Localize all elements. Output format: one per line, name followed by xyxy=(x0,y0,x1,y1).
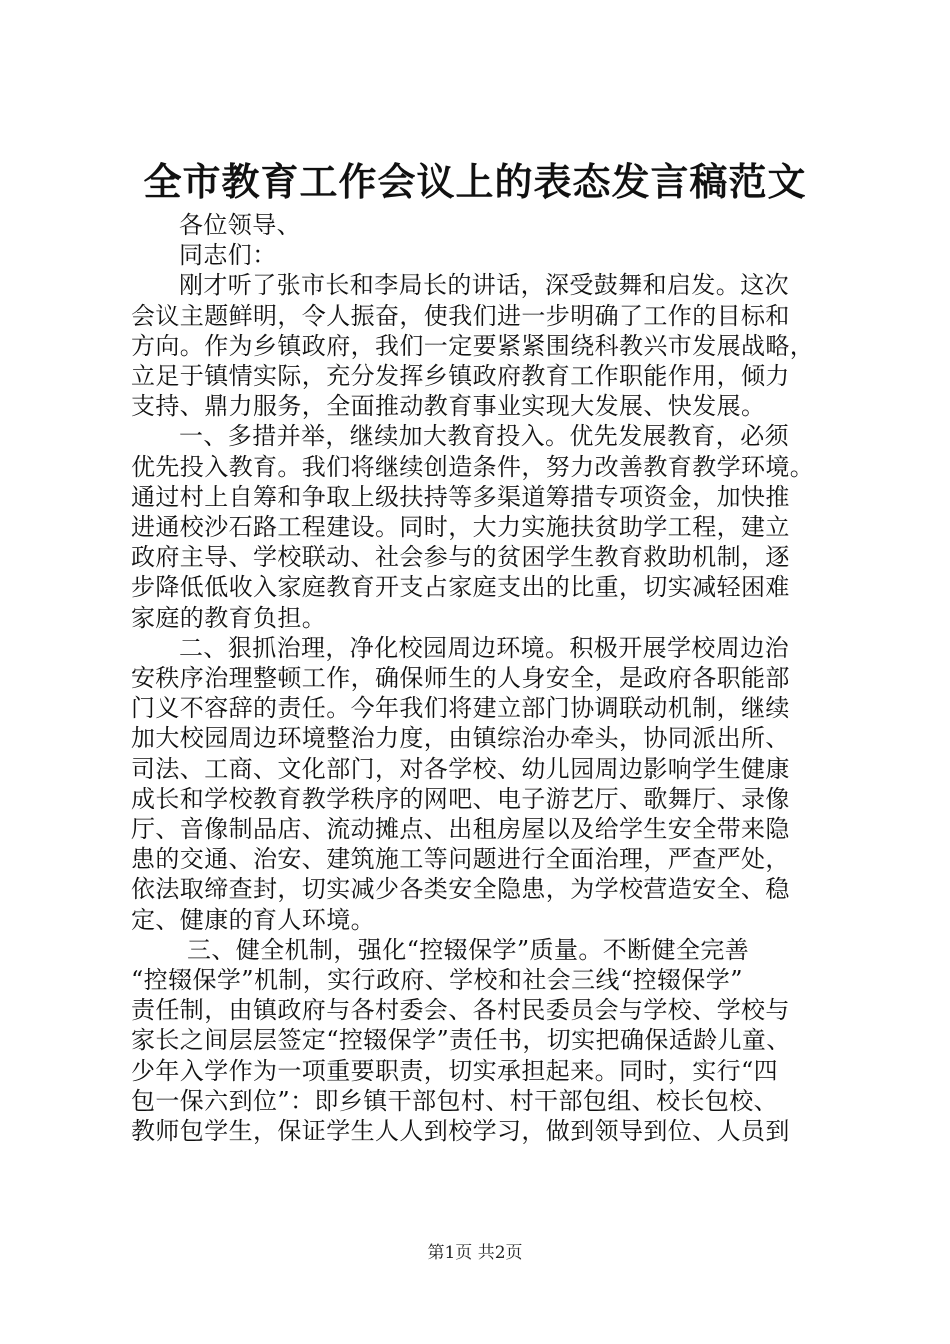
salutation-line: 同志们： xyxy=(179,241,277,270)
paragraph-line: 依法取缔查封，切实减少各类安全隐患，为学校营造安全、稳 xyxy=(131,875,790,904)
paragraph-line: 通过村上自筹和争取上级扶持等多渠道筹措专项资金，加快推 xyxy=(131,482,790,511)
paragraph-line: 刚才听了张市长和李局长的讲话，深受鼓舞和启发。这次 xyxy=(179,271,789,300)
paragraph-line: 厅、音像制品店、流动摊点、出租房屋以及给学生安全带来隐 xyxy=(131,815,790,844)
paragraph-line: 一、多措并举，继续加大教育投入。优先发展教育，必须 xyxy=(179,422,789,451)
paragraph-line: 会议主题鲜明，令人振奋，使我们进一步明确了工作的目标和 xyxy=(131,301,790,330)
paragraph-line: 门义不容辞的责任。今年我们将建立部门协调联动机制，继续 xyxy=(131,694,790,723)
document-body xyxy=(131,210,831,1146)
page-number-footer: 第1页 共2页 xyxy=(427,1243,523,1263)
paragraph-line: 安秩序治理整顿工作，确保师生的人身安全，是政府各职能部 xyxy=(131,664,790,693)
paragraph-line: 二、狠抓治理，净化校园周边环境。积极开展学校周边治 xyxy=(179,633,789,662)
paragraph-line: 责任制，由镇政府与各村委会、各村民委员会与学校、学校与 xyxy=(131,996,790,1025)
paragraph-line: 家长之间层层签定“控辍保学”责任书，切实把确保适龄儿童、 xyxy=(131,1026,791,1055)
paragraph-line: 患的交通、治安、建筑施工等问题进行全面治理，严查严处， xyxy=(131,845,790,874)
document-title: 全市教育工作会议上的表态发言稿范文 xyxy=(143,159,807,204)
paragraph-line: 包一保六到位”：即乡镇干部包村、村干部包组、校长包校、 xyxy=(131,1086,779,1115)
paragraph-line: 三、健全机制，强化“控辍保学”质量。不断健全完善 xyxy=(187,935,750,964)
paragraph-line: 司法、工商、文化部门，对各学校、幼儿园周边影响学生健康 xyxy=(131,754,790,783)
paragraph-line: 家庭的教育负担。 xyxy=(131,603,327,632)
paragraph-line: 成长和学校教育教学秩序的网吧、电子游艺厅、歌舞厅、录像 xyxy=(131,784,790,813)
paragraph-line: “控辍保学”机制，实行政府、学校和社会三线“控辍保学” xyxy=(131,966,743,995)
paragraph-line: 优先投入教育。我们将继续创造条件，努力改善教育教学环境。 xyxy=(131,452,815,481)
paragraph-line: 加大校园周边环境整治力度，由镇综治办牵头，协同派出所、 xyxy=(131,724,790,753)
paragraph-line: 支持、鼎力服务，全面推动教育事业实现大发展、快发展。 xyxy=(131,392,766,421)
paragraph-line: 立足于镇情实际，充分发挥乡镇政府教育工作职能作用，倾力 xyxy=(131,362,790,391)
paragraph-line: 政府主导、学校联动、社会参与的贫困学生教育救助机制，逐 xyxy=(131,543,790,572)
paragraph-line: 方向。作为乡镇政府，我们一定要紧紧围绕科教兴市发展战略， xyxy=(131,331,815,360)
paragraph-line: 进通校沙石路工程建设。同时，大力实施扶贫助学工程，建立 xyxy=(131,513,790,542)
paragraph-line: 定、健康的育人环境。 xyxy=(131,905,375,934)
paragraph-line: 少年入学作为一项重要职责，切实承担起来。同时，实行“四 xyxy=(131,1056,779,1085)
salutation-line: 各位领导、 xyxy=(179,211,301,239)
paragraph-line: 教师包学生，保证学生人人到校学习，做到领导到位、人员到 xyxy=(131,1117,790,1146)
paragraph-line: 步降低低收入家庭教育开支占家庭支出的比重，切实减轻困难 xyxy=(131,573,790,602)
